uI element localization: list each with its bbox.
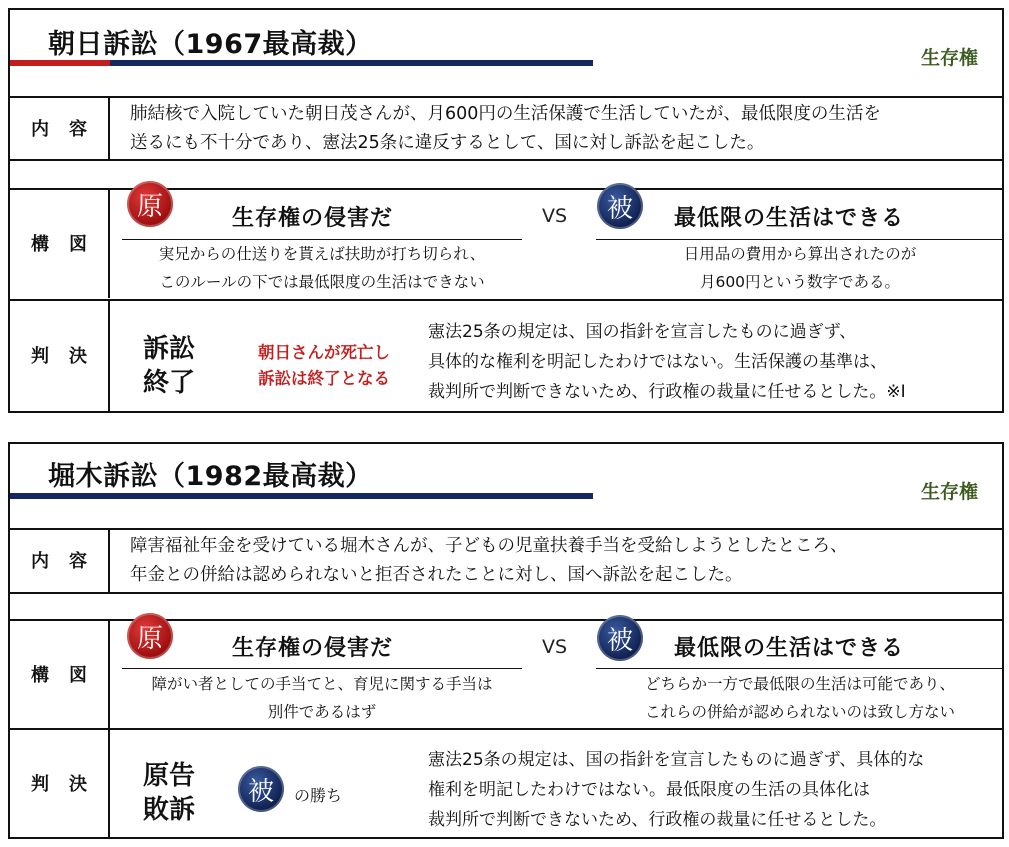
case-card-horiki <box>8 442 1004 839</box>
plaintiff-underline <box>122 668 522 669</box>
case-title: 朝日訴訟（1967最高裁） <box>48 29 373 60</box>
defendant-reason-line-1: 日用品の費用から算出されたのが <box>683 245 917 263</box>
title-underline <box>10 493 593 499</box>
defendant-claim: 最低限の生活はできる <box>674 206 905 231</box>
plaintiff-badge: 原 <box>127 181 173 227</box>
divider <box>10 728 1002 730</box>
defendant-reason-line-1: どちらか一方で最低限の生活は可能であり、 <box>644 675 955 693</box>
defendant-badge: 被 <box>597 183 643 229</box>
structure-label: 構図 <box>10 619 110 728</box>
content-line-1: 肺結核で入院していた朝日茂さんが、月600円の生活保護で生活していたが、最低限度の生活を <box>130 104 881 124</box>
verdict-line-1: 原告 <box>143 761 196 791</box>
defendant-claim: 最低限の生活はできる <box>674 636 905 661</box>
topic-tag: 生存権 <box>920 47 978 69</box>
ruling-line-2: 権利を明記したわけではない。最低限度の生活の具体化は <box>428 780 870 800</box>
divider <box>10 592 1002 594</box>
judgment-label: 判決 <box>10 299 110 411</box>
defendant-badge: 被 <box>597 615 643 661</box>
vs-label: VS <box>542 205 568 227</box>
case-card-asahi <box>8 8 1004 413</box>
content-line-2: 年金との併給は認められないと拒否されたことに対し、国へ訴訟を起こした。 <box>130 565 743 585</box>
topic-tag: 生存権 <box>920 481 978 503</box>
verdict-note-line-2: 訴訟は終了となる <box>258 369 390 388</box>
plaintiff-reason-line-2: このルールの下では最低限度の生活はできない <box>159 273 485 291</box>
ruling-line-1: 憲法25条の規定は、国の指針を宣言したものに過ぎず、具体的な <box>428 750 925 770</box>
case-title: 堀木訴訟（1982最高裁） <box>48 461 373 492</box>
defendant-reason-line-2: これらの併給が認められないのは致し方ない <box>644 703 955 721</box>
defendant-underline <box>596 668 1004 669</box>
divider <box>10 299 1002 301</box>
winner-badge: 被 <box>238 766 284 812</box>
plaintiff-reason-line-2: 別件であるはず <box>267 703 377 721</box>
plaintiff-claim: 生存権の侵害だ <box>232 636 394 661</box>
plaintiff-badge: 原 <box>127 613 173 659</box>
ruling-line-2: 具体的な権利を明記したわけではない。生活保護の基準は、 <box>428 352 887 372</box>
title-underline <box>10 60 593 66</box>
verdict-line-1: 訴訟 <box>143 334 196 364</box>
judgment-label: 判決 <box>10 728 110 837</box>
plaintiff-reason-line-1: 実兄からの仕送りを貰えば扶助が打ち切られ、 <box>158 245 486 263</box>
winner-text: の勝ち <box>294 786 343 805</box>
defendant-reason-line-2: 月600円という数字である。 <box>699 273 901 291</box>
verdict-line-2: 終了 <box>143 368 196 398</box>
content-label: 内容 <box>10 528 110 592</box>
content-line-1: 障害福祉年金を受けている堀木さんが、子どもの児童扶養手当を受給しようとしたところ、 <box>130 536 848 556</box>
verdict-line-2: 敗訴 <box>143 795 196 825</box>
plaintiff-reason-line-1: 障がい者としての手当てと、育児に関する手当は <box>151 675 493 693</box>
ruling-line-3: 裁判所で判断できないため、行政権の裁量に任せるとした。 <box>428 810 887 830</box>
content-label: 内容 <box>10 96 110 159</box>
divider <box>10 159 1002 161</box>
divider <box>10 528 1002 530</box>
verdict-note-line-1: 朝日さんが死亡し <box>258 343 390 362</box>
content-line-2: 送るにも不十分であり、憲法25条に違反するとして、国に対し訴訟を起こした。 <box>130 133 765 153</box>
vs-label: VS <box>542 636 568 658</box>
divider <box>10 96 1002 98</box>
ruling-line-1: 憲法25条の規定は、国の指針を宣言したものに過ぎず、 <box>428 322 857 342</box>
ruling-line-3: 裁判所で判断できないため、行政権の裁量に任せるとした。※Ⅰ <box>428 382 906 402</box>
plaintiff-claim: 生存権の侵害だ <box>232 206 394 231</box>
structure-label: 構図 <box>10 188 110 298</box>
